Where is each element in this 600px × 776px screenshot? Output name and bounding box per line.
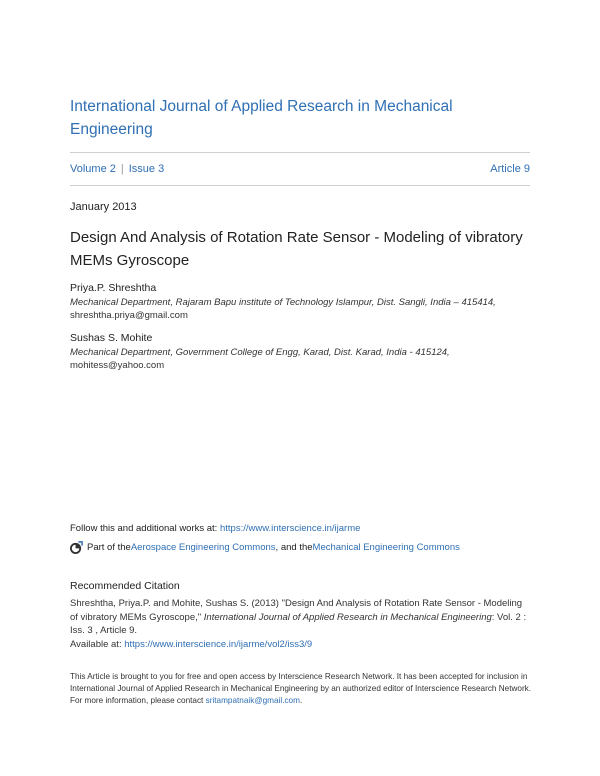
citation-text-start: Shreshtha, Priya.P. and Mohite, Sushas S. (2013) "Design And Analysis of Rotation Rate Sensor - Modeling of vibratory MEMs Gyroscope," (70, 598, 523, 623)
journal-title[interactable]: International Journal of Applied Research in Mechanical Engineering (70, 98, 453, 138)
bepress-commons-icon (70, 541, 83, 554)
part-of-middle: , and the (275, 542, 313, 553)
part-of-prefix: Part of the (87, 542, 131, 553)
paper-title: Design And Analysis of Rotation Rate Sensor - Modeling of vibratory MEMs Gyroscope (70, 229, 523, 269)
available-prefix: Available at: (70, 638, 125, 650)
author-block (70, 332, 540, 372)
volume-issue-row (70, 163, 530, 175)
citation-text-end: : Vol. 2 : Iss. 3 , Article 9. (70, 611, 527, 636)
follow-prefix: Follow this and additional works at: (70, 523, 220, 534)
author-block (70, 282, 540, 322)
separator: | (120, 163, 124, 175)
author-affiliation: Mechanical Department, Rajaram Bapu institute of Technology Islampur, Dist. Sangli, India – 415414, (70, 297, 496, 308)
footer-notice (70, 671, 532, 707)
citation-heading: Recommended Citation (70, 580, 180, 592)
citation-journal: International Journal of Applied Research in Mechanical Engineering (203, 611, 492, 623)
article-link[interactable]: Article 9 (490, 163, 530, 175)
divider-top (70, 152, 530, 153)
aerospace-commons-link[interactable]: Aerospace Engineering Commons (130, 542, 276, 553)
author-name: Sushas S. Mohite (70, 332, 153, 344)
author-affiliation: Mechanical Department, Government College of Engg, Karad, Dist. Karad, India - 415124, (70, 347, 450, 358)
follow-line (70, 523, 360, 534)
publication-date: January 2013 (70, 201, 137, 213)
available-link[interactable]: https://www.interscience.in/ijarme/vol2/iss3/9 (124, 638, 313, 650)
footer-text: This Article is brought to you for free and open access by Interscience Research Network. It has been accepted for inclusion in International Journal of Applied Research in Mechanical Engineering by an authorized editor of Interscience Research Network. For more information, please contact (70, 672, 532, 705)
follow-link[interactable]: https://www.interscience.in/ijarme (219, 523, 361, 534)
author-email: shreshtha.priya@gmail.com (70, 310, 188, 321)
divider-bottom (70, 185, 530, 186)
mechanical-commons-link[interactable]: Mechanical Engineering Commons (312, 542, 460, 553)
citation-text (70, 597, 532, 651)
part-of-line (70, 541, 460, 554)
volume-link[interactable]: Volume 2 (70, 163, 116, 175)
author-email: mohitess@yahoo.com (70, 360, 165, 371)
contact-email-link[interactable]: sritampatnaik@gmail.com (205, 696, 300, 705)
footer-end: . (299, 696, 303, 705)
issue-link[interactable]: Issue 3 (128, 163, 165, 175)
author-name: Priya.P. Shreshtha (70, 282, 157, 294)
